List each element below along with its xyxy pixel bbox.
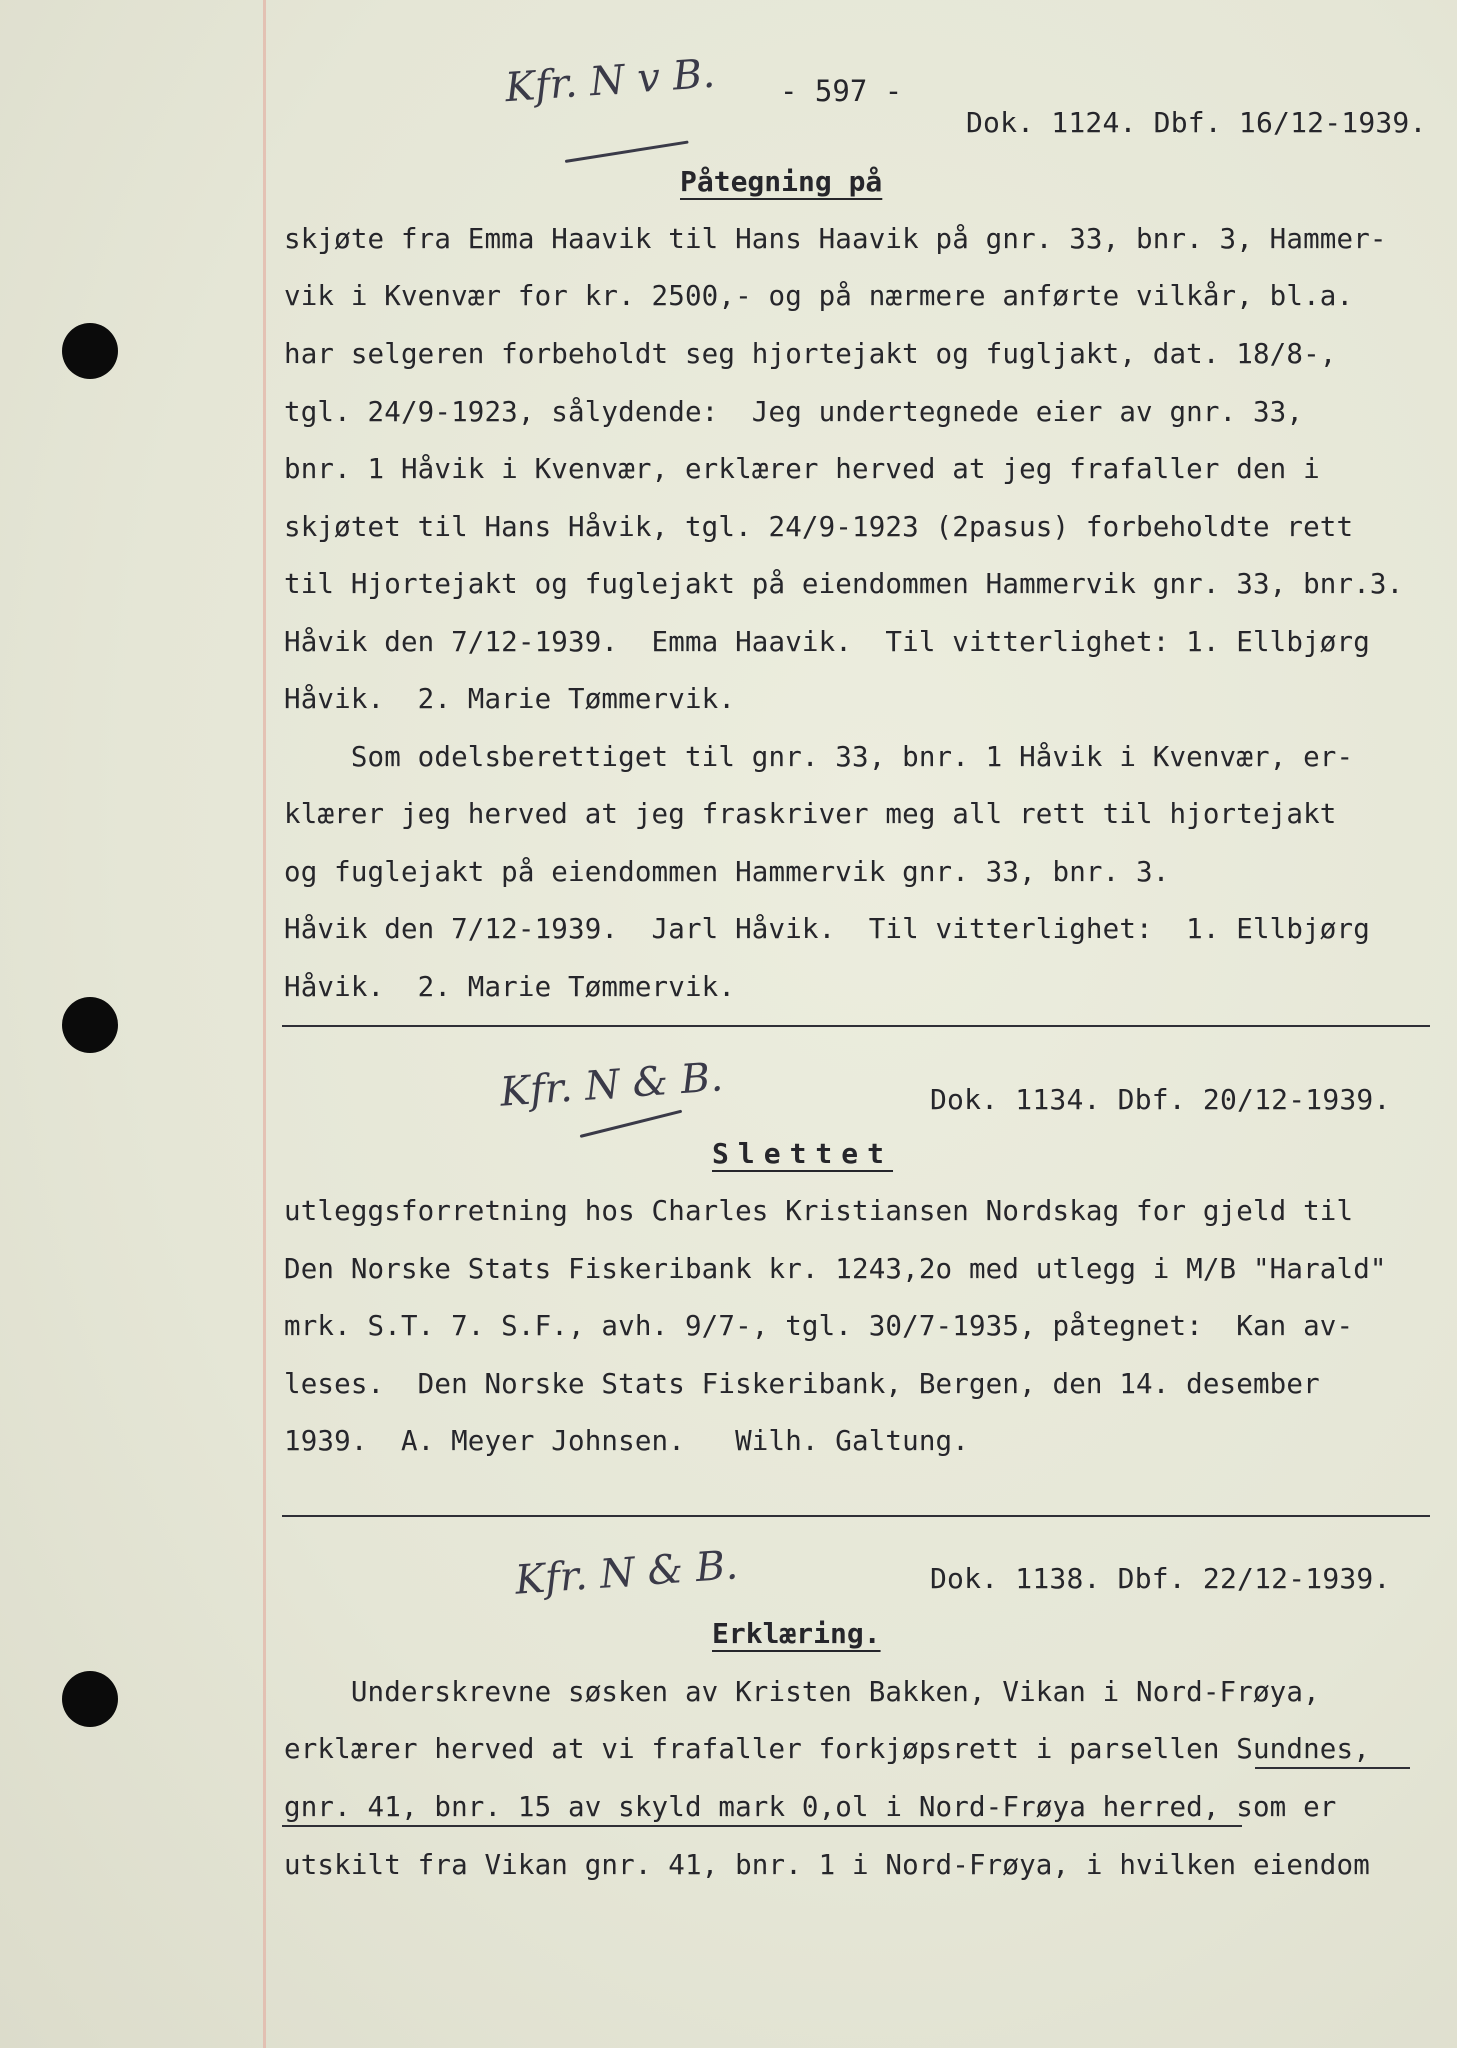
text-line: og fuglejakt på eiendommen Hammervik gnr. 33, bnr. 3. [284, 856, 1170, 888]
text-line: Underskrevne søsken av Kristen Bakken, Vikan i Nord-Frøya, [284, 1676, 1320, 1708]
text-line: Håvik. 2. Marie Tømmervik. [284, 683, 736, 715]
text-line: Håvik den 7/12-1939. Emma Haavik. Til vitterlighet: 1. Ellbjørg [284, 626, 1370, 658]
margin-note-1-stroke [565, 140, 689, 163]
text-line: leses. Den Norske Stats Fiskeribank, Bergen, den 14. desember [284, 1368, 1320, 1400]
margin-line [263, 0, 266, 2048]
text-line: skjøtet til Hans Håvik, tgl. 24/9-1923 (2pasus) forbeholdte rett [284, 511, 1354, 543]
section-divider-1 [282, 1025, 1430, 1027]
dok-reference-2: Dok. 1134. Dbf. 20/12-1939. [930, 1083, 1391, 1116]
text-line: mrk. S.T. 7. S.F., avh. 9/7-, tgl. 30/7-1935, påtegnet: Kan av- [284, 1310, 1354, 1342]
underline-sundnes [1255, 1767, 1410, 1769]
text-line: bnr. 1 Håvik i Kvenvær, erklærer herved at jeg frafaller den i [284, 453, 1320, 485]
entry-heading-1: Påtegning på [680, 165, 883, 198]
text-line: Som odelsberettiget til gnr. 33, bnr. 1 Håvik i Kvenvær, er- [284, 741, 1354, 773]
underline-parcel [282, 1825, 1242, 1827]
text-line: Håvik den 7/12-1939. Jarl Håvik. Til vitterlighet: 1. Ellbjørg [284, 913, 1370, 945]
margin-note-1: Kfr. N v B. [503, 50, 717, 112]
text-line: Håvik. 2. Marie Tømmervik. [284, 971, 736, 1003]
text-line: utleggsforretning hos Charles Kristiansen Nordskag for gjeld til [284, 1195, 1354, 1227]
entry-heading-3: Erklæring. [712, 1617, 881, 1650]
punch-hole-bottom [62, 1671, 118, 1727]
text-line: til Hjortejakt og fuglejakt på eiendommen Hammervik gnr. 33, bnr.3. [284, 568, 1404, 600]
section-divider-2 [282, 1515, 1430, 1517]
page-number: - 597 - [780, 74, 903, 108]
dok-reference-1: Dok. 1124. Dbf. 16/12-1939. [966, 106, 1427, 139]
text-line: tgl. 24/9-1923, sålydende: Jeg undertegnede eier av gnr. 33, [284, 396, 1304, 428]
margin-note-3: Kfr. N & B. [513, 1542, 740, 1604]
dok-reference-3: Dok. 1138. Dbf. 22/12-1939. [930, 1562, 1391, 1595]
text-line: har selgeren forbeholdt seg hjortejakt og fugljakt, dat. 18/8-, [284, 338, 1337, 370]
punch-hole-middle [62, 997, 118, 1053]
text-line: Den Norske Stats Fiskeribank kr. 1243,2o med utlegg i M/B "Harald" [284, 1253, 1387, 1285]
punch-hole-top [62, 323, 118, 379]
text-line: skjøte fra Emma Haavik til Hans Haavik på gnr. 33, bnr. 3, Hammer- [284, 223, 1387, 255]
text-line: erklærer herved at vi frafaller forkjøpsrett i parsellen Sundnes, [284, 1733, 1370, 1765]
text-line: vik i Kvenvær for kr. 2500,- og på nærmere anførte vilkår, bl.a. [284, 280, 1354, 312]
text-line: gnr. 41, bnr. 15 av skyld mark 0,ol i Nord-Frøya herred, som er [284, 1791, 1337, 1823]
entry-heading-2: Slettet [712, 1137, 894, 1170]
text-line: utskilt fra Vikan gnr. 41, bnr. 1 i Nord-Frøya, i hvilken eiendom [284, 1849, 1370, 1881]
text-line: 1939. A. Meyer Johnsen. Wilh. Galtung. [284, 1425, 969, 1457]
text-line: klærer jeg herved at jeg fraskriver meg all rett til hjortejakt [284, 798, 1337, 830]
margin-note-2: Kfr. N & B. [498, 1054, 725, 1116]
margin-note-2-stroke [580, 1110, 683, 1138]
